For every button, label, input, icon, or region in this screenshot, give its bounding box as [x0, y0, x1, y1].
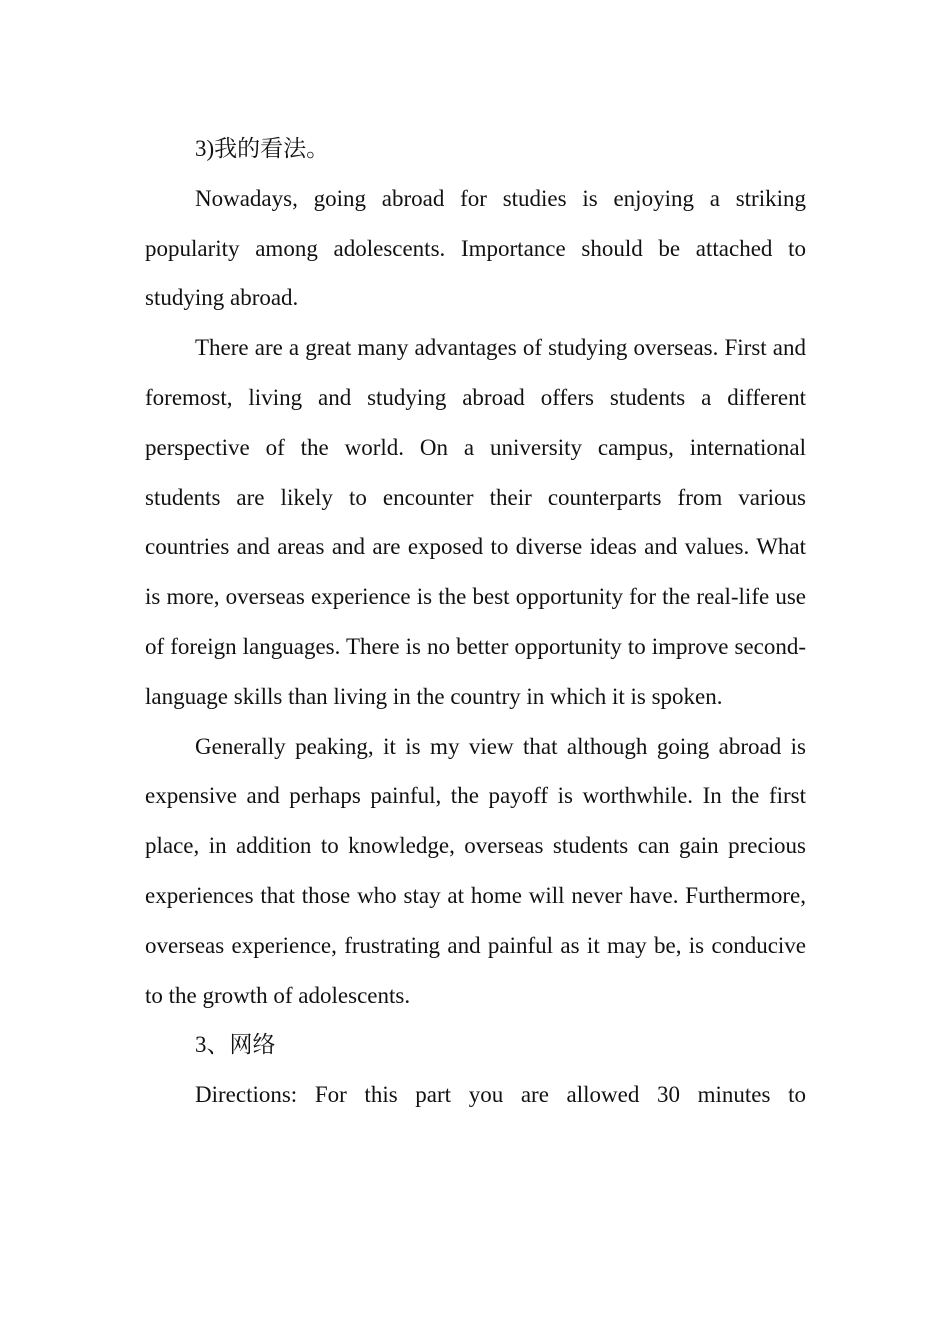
paragraph-advantages: There are a great many advantages of studying overseas. First and foremost, living and studying abroad offers students a different perspective of the world. On a university campus, international students are likely to encounter their counterparts from various countries and areas and are exposed to diverse ideas and values. What is more, overseas experience is the best opportunity for the real-life use of foreign languages. There is no better opportunity to improve second-language skills than living in the country in which it is spoken. — [145, 335, 806, 709]
paragraph-conclusion: Generally peaking, it is my view that although going abroad is expensive and perhaps painful, the payoff is worthwhile. In the first place, in addition to knowledge, overseas students can gain precious experiences that those who stay at home will never have. Furthermore, overseas experience, frustrating and painful as it may be, is conducive to the growth of adolescents. — [145, 733, 806, 1008]
document-body — [145, 124, 806, 1120]
paragraph-intro: Nowadays, going abroad for studies is enjoying a striking popularity among adolescents. Importance should be attached to studying abroad. — [145, 185, 806, 311]
paragraph-directions: Directions: For this part you are allowed 30 minutes to — [195, 1082, 806, 1108]
section-heading-my-view: 3)我的看法。 — [195, 136, 330, 161]
section-heading-network: 3、网络 — [195, 1032, 276, 1058]
